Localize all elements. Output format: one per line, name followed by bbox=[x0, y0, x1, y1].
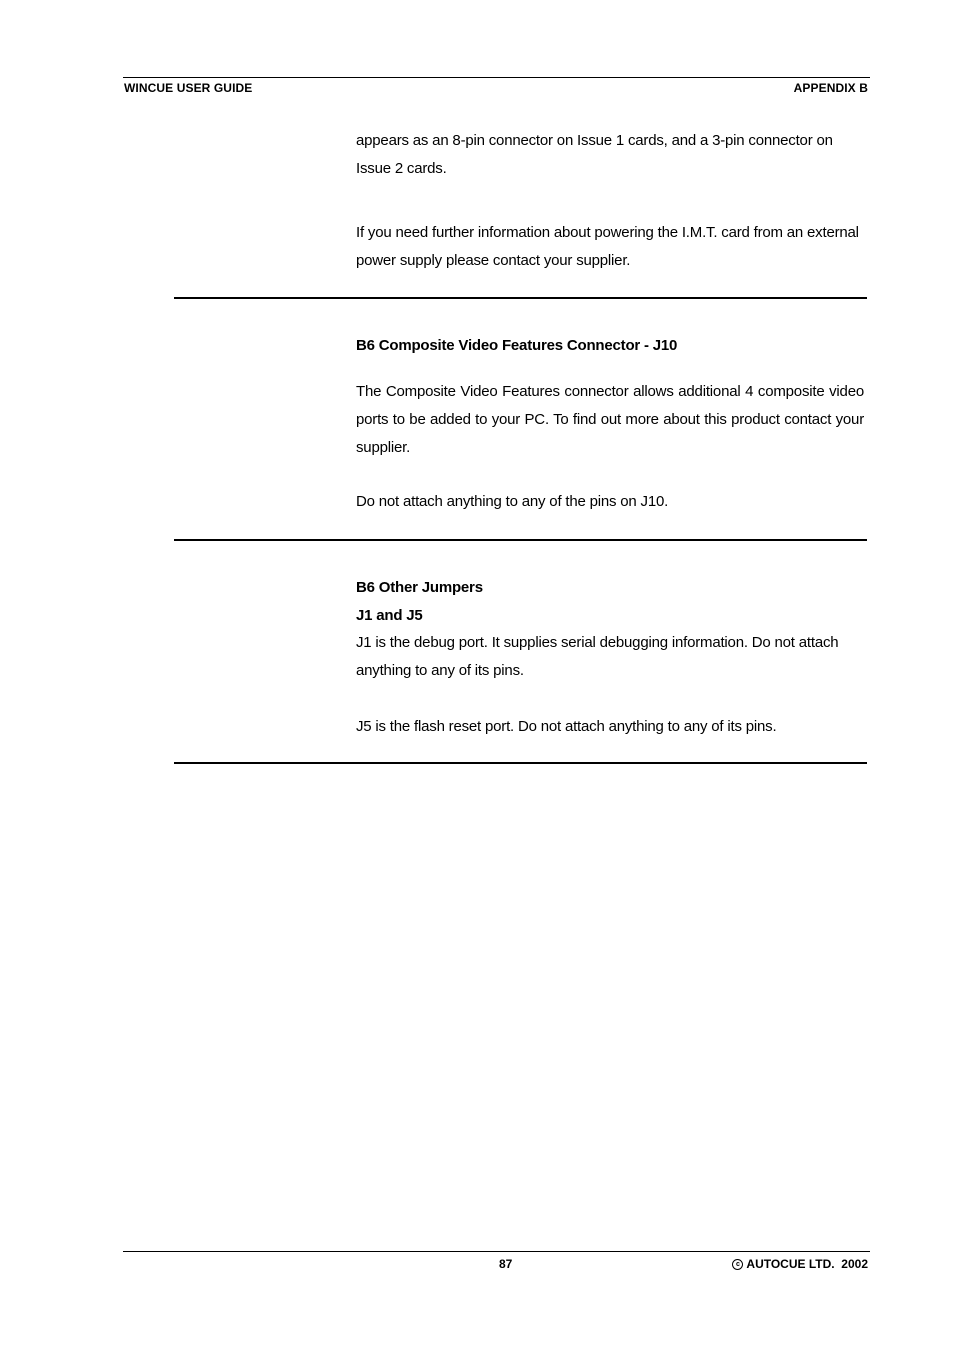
composite-paragraph-2: Do not attach anything to any of the pins on J10. bbox=[356, 493, 669, 510]
section-heading-jumpers: B6 Other Jumpers bbox=[356, 579, 483, 596]
header-title: WINCUE USER GUIDE bbox=[124, 81, 253, 95]
section-heading-composite: B6 Composite Video Features Connector - J10 bbox=[356, 337, 678, 354]
jumpers-paragraph-1: J1 is the debug port. It supplies serial debugging information. Do not attach anything to any of its pins. bbox=[356, 634, 839, 679]
continuation-paragraph-2: If you need further information about powering the I.M.T. card from an external power supply please contact your supplier. bbox=[356, 224, 859, 269]
footer-copyright bbox=[732, 1257, 868, 1271]
header-appendix: APPENDIX B bbox=[793, 81, 868, 95]
subheading-j1-j5: J1 and J5 bbox=[356, 607, 423, 624]
composite-paragraph-1: The Composite Video Features connector allows additional 4 composite video ports to be added to your PC. To find out more about this product contact your supplier. bbox=[356, 383, 864, 456]
continuation-paragraph-1: appears as an 8-pin connector on Issue 1 cards, and a 3-pin connector on Issue 2 cards. bbox=[356, 132, 833, 177]
section-divider bbox=[174, 297, 867, 299]
section-divider bbox=[174, 762, 867, 764]
header-rule bbox=[123, 77, 870, 78]
copyright-icon: c bbox=[732, 1259, 743, 1270]
jumpers-paragraph-2: J5 is the flash reset port. Do not attach anything to any of its pins. bbox=[356, 718, 777, 735]
section-divider bbox=[174, 539, 867, 541]
copyright-text: AUTOCUE LTD. 2002 bbox=[746, 1257, 868, 1271]
page-number: 87 bbox=[499, 1257, 513, 1271]
footer-rule bbox=[123, 1251, 870, 1252]
